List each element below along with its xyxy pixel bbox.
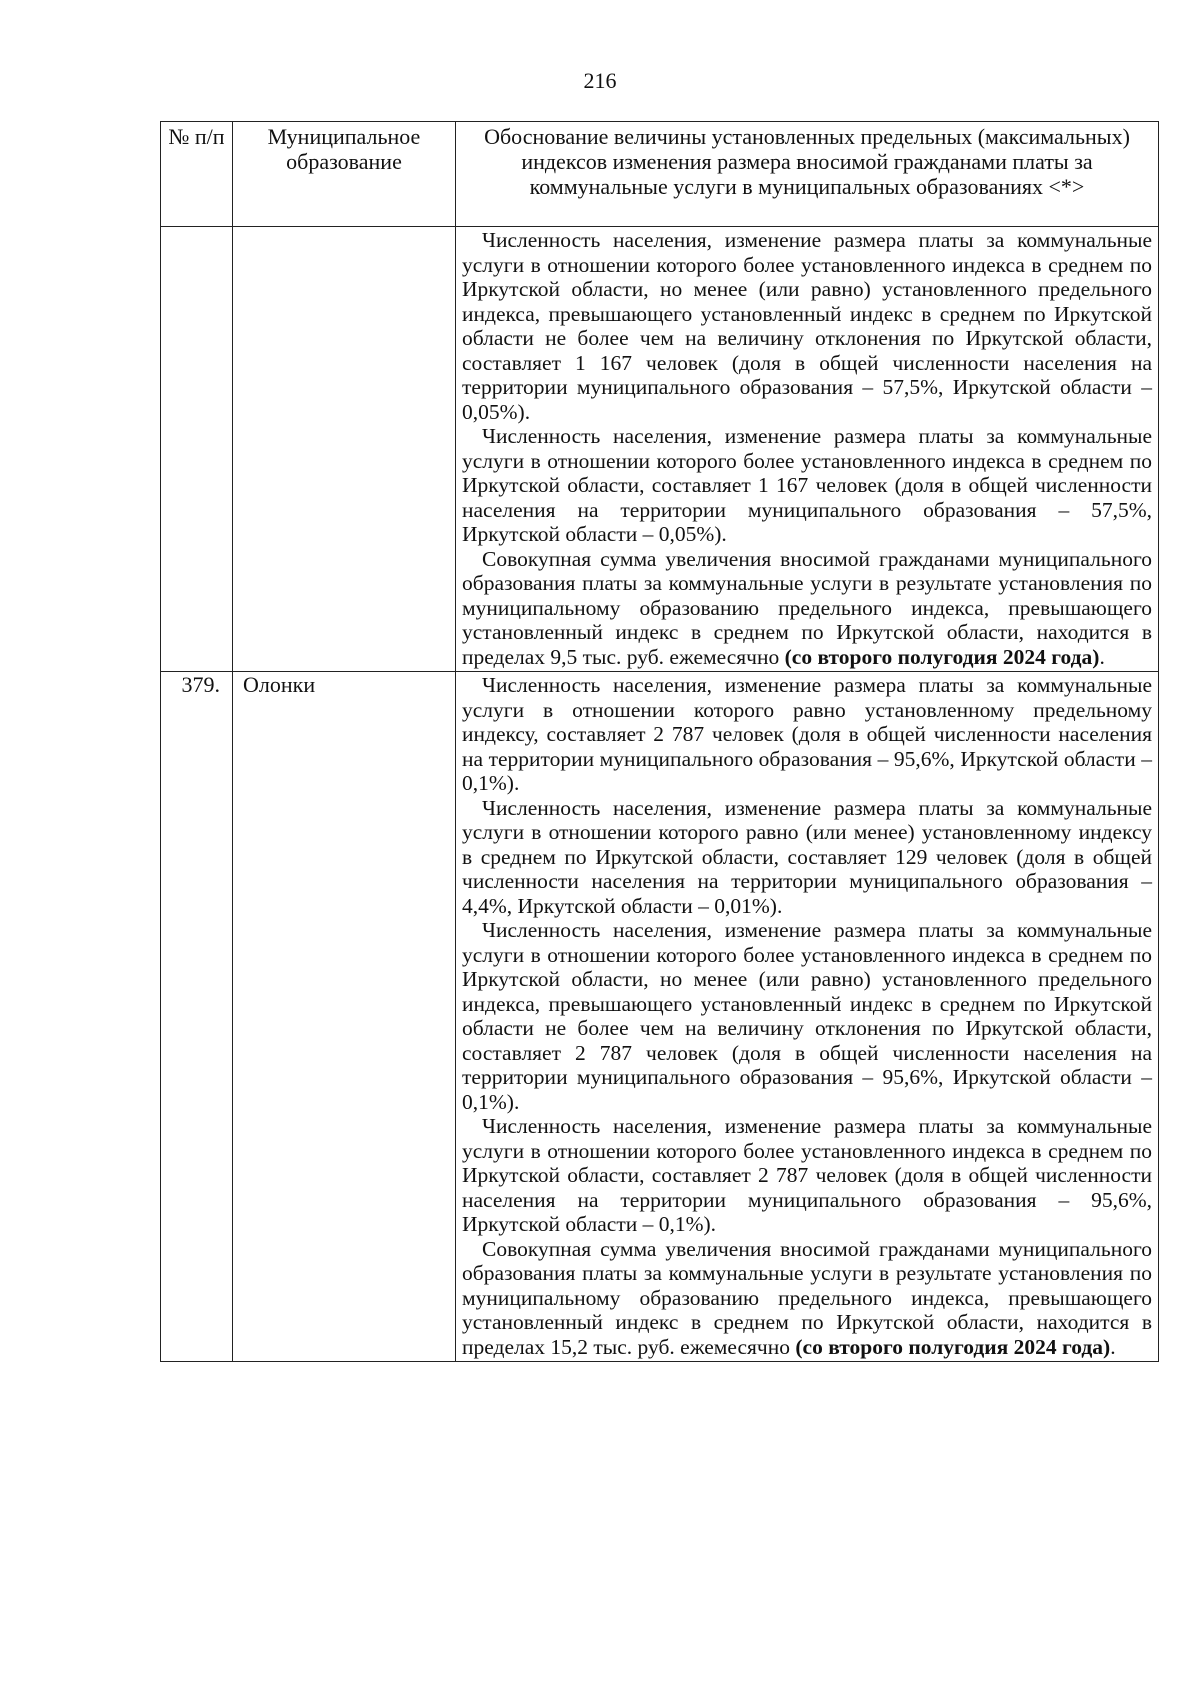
header-justification: Обоснование величины установленных предельных (максимальных) индексов изменения размера вносимой гражданами платы за коммунальные услуги в муниципальных образованиях <*> <box>456 122 1159 227</box>
row-number: 379. <box>161 672 233 1362</box>
header-municipality: Муниципальное образование <box>233 122 456 227</box>
total-end: . <box>1099 644 1105 669</box>
row-justification <box>456 227 1159 672</box>
total-text: Совокупная сумма увеличения вносимой гражданами муниципального образования платы за коммунальные услуги в результате установления по муниципальному образованию предельного индекса, превышающего установленный индекс в среднем по Иркутской области, находится в пределах 15,2 тыс. руб. ежемесячно <box>462 1236 1152 1359</box>
table-row <box>161 672 1159 1362</box>
row-number <box>161 227 233 672</box>
table-header-row <box>161 122 1159 227</box>
total-period-bold: (со второго полугодия 2024 года) <box>795 1334 1111 1359</box>
row-municipality: Олонки <box>233 672 456 1362</box>
row-justification <box>456 672 1159 1362</box>
justification-paragraph: Численность населения, изменение размера платы за коммунальные услуги в отношении которого более установленного индекса в среднем по Иркутской области, составляет 2 787 человек (доля в общей численности населения на территории муниципального образования – 95,6%, Иркутской области – 0,1%). <box>462 1114 1152 1236</box>
justification-total-paragraph <box>462 1237 1152 1360</box>
table-row <box>161 227 1159 672</box>
justification-paragraph: Численность населения, изменение размера платы за коммунальные услуги в отношении которого равно установленному предельному индексу, составляет 2 787 человек (доля в общей численности населения на территории муниципального образования – 95,6%, Иркутской области – 0,1%). <box>462 673 1152 795</box>
page-number: 216 <box>583 68 617 93</box>
header-number: № п/п <box>161 122 233 227</box>
row-municipality <box>233 227 456 672</box>
justification-paragraph: Численность населения, изменение размера платы за коммунальные услуги в отношении которого более установленного индекса в среднем по Иркутской области, но менее (или равно) установленного предельного индекса, превышающего установленный индекс в среднем по Иркутской области не более чем на величину отклонения по Иркутской области, составляет 2 787 человек (доля в общей численности населения на территории муниципального образования – 95,6%, Иркутской области – 0,1%). <box>462 918 1152 1114</box>
justification-paragraph: Численность населения, изменение размера платы за коммунальные услуги в отношении которого более установленного индекса в среднем по Иркутской области, составляет 1 167 человек (доля в общей численности населения на территории муниципального образования – 57,5%, Иркутской области – 0,05%). <box>462 424 1152 546</box>
total-text: Совокупная сумма увеличения вносимой гражданами муниципального образования платы за коммунальные услуги в результате установления по муниципальному образованию предельного индекса, превышающего установленный индекс в среднем по Иркутской области, находится в пределах 9,5 тыс. руб. ежемесячно <box>462 546 1152 669</box>
total-end: . <box>1110 1334 1116 1359</box>
justification-total-paragraph <box>462 547 1152 670</box>
index-justification-table <box>160 121 1159 1362</box>
justification-paragraph: Численность населения, изменение размера платы за коммунальные услуги в отношении которого равно (или менее) установленному индексу в среднем по Иркутской области, составляет 129 человек (доля в общей численности населения на территории муниципального образования – 4,4%, Иркутской области – 0,01%). <box>462 795 1152 918</box>
justification-paragraph: Численность населения, изменение размера платы за коммунальные услуги в отношении которого более установленного индекса в среднем по Иркутской области, но менее (или равно) установленного предельного индекса, превышающего установленный индекс в среднем по Иркутской области не более чем на величину отклонения по Иркутской области, составляет 1 167 человек (доля в общей численности населения на территории муниципального образования – 57,5%, Иркутской области – 0,05%). <box>462 228 1152 424</box>
total-period-bold: (со второго полугодия 2024 года) <box>784 644 1100 669</box>
